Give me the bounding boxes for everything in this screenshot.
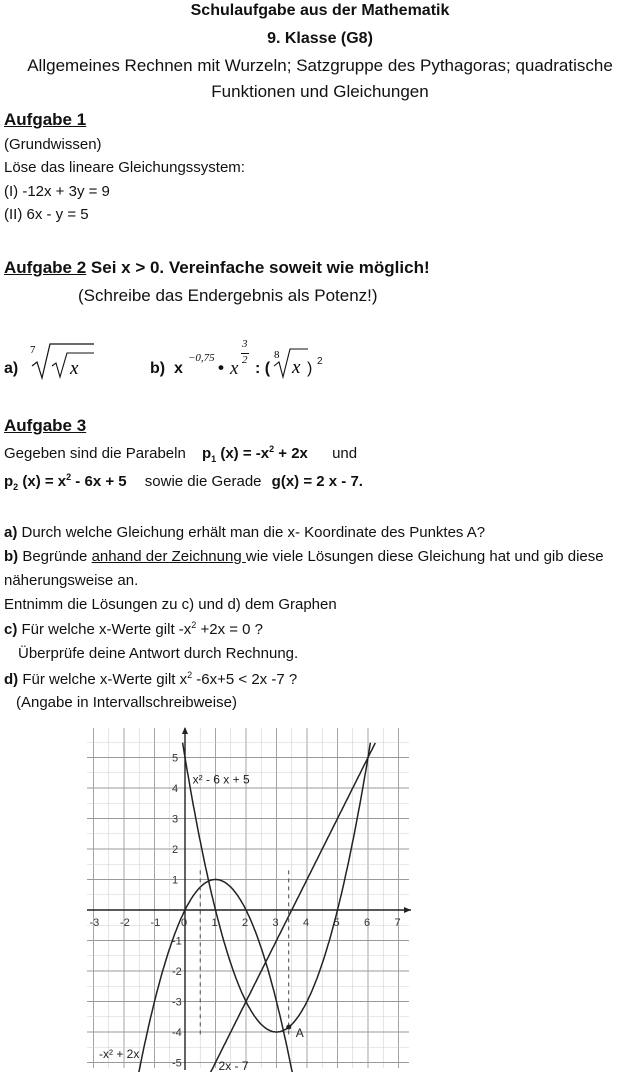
task3-intro-line2 <box>4 472 363 492</box>
task1-eq2: (II) 6x - y = 5 <box>4 206 89 223</box>
topic-line-1: Allgemeines Rechnen mit Wurzeln; Satzgruppe des Pythagoras; quadratische <box>27 56 613 75</box>
task2-a-expression <box>28 340 98 382</box>
graph-tick-labels <box>90 753 401 1070</box>
radicand: x <box>292 357 301 378</box>
task3-heading: Aufgabe 3 <box>4 416 87 435</box>
doc-title: Schulaufgabe aus der Mathematik <box>190 2 450 19</box>
task2-b-root <box>270 342 313 382</box>
label-p1: -x² + 2x <box>99 1046 140 1061</box>
point-a <box>286 1025 291 1030</box>
y-tick-label: 2 <box>172 844 179 856</box>
x-tick-label: -2 <box>120 917 130 929</box>
y-axis-arrow <box>182 727 188 734</box>
p2-definition: $p_2$ $(x) = x^2 - 6x + 5$ <box>4 472 127 492</box>
y-tick-label: 3 <box>172 813 179 826</box>
task3-line-text: sowie die Gerade <box>144 473 262 490</box>
task2-line2: (Schreibe das Endergebnis als Potenz!) <box>78 286 378 305</box>
task2-b-exp3: 2 <box>317 356 323 367</box>
y-tick-label: -1 <box>172 935 182 948</box>
root-index: 7 <box>30 344 36 356</box>
x-tick-label: 2 <box>242 917 249 929</box>
y-tick-label: -5 <box>172 1057 182 1070</box>
task3-question-d-cont: (Angabe in Intervallschreibweise) <box>16 694 237 711</box>
task2-b-var2: x <box>230 358 239 379</box>
y-tick-label: -2 <box>172 966 182 978</box>
task3-question-b: b) Begründe anhand der Zeichnung wie viele Lösungen diese Gleichung hat und gib diese <box>4 548 604 565</box>
label-g: 2x - 7 <box>218 1059 249 1072</box>
task3-intro-text: Gegeben sind die Parabeln <box>4 445 186 462</box>
topic-line-2: Funktionen und Gleichungen <box>211 82 429 101</box>
task3-intro-line1 <box>4 444 357 464</box>
y-tick-label: -4 <box>172 1027 182 1039</box>
task2-b-close: ) <box>307 360 313 377</box>
task2-b-exp2-num: 3 <box>242 338 248 350</box>
x-tick-label: 5 <box>333 917 340 929</box>
x-tick-label: -1 <box>150 917 161 929</box>
task2-b-div: : ( <box>255 360 271 377</box>
task2-heading: Aufgabe 2 <box>4 258 87 277</box>
task1-eq1: (I) -12x + 3y = 9 <box>4 183 110 200</box>
task3-and: und <box>332 445 358 462</box>
task3-question-c: c) Für welche x-Werte gilt $-x^2 +2x = 0$ ? <box>4 620 264 638</box>
y-tick-label: -3 <box>172 996 182 1009</box>
x-tick-label: 7 <box>394 917 401 929</box>
task1-sub: (Grundwissen) <box>4 136 102 153</box>
task2-instruction: Sei x > 0. Vereinfache soweit wie möglich! <box>86 258 430 277</box>
g-definition: g(x) = 2 x - 7. <box>271 473 363 490</box>
x-axis-arrow <box>404 907 411 913</box>
task3-question-a: a) Durch welche Gleichung erhält man die x- Koordinate des Punktes A? <box>4 524 486 541</box>
radicand: x <box>70 358 79 379</box>
label-point-a: A <box>295 1026 304 1041</box>
class-label: 9. Klasse (G8) <box>267 30 373 47</box>
task2-b-exp2-den: 2 <box>242 354 248 366</box>
task1-prompt: Löse das lineare Gleichungssystem: <box>4 159 245 176</box>
label-p2: x² - 6 x + 5 <box>192 772 250 787</box>
x-tick-label: 0 <box>181 917 188 929</box>
x-tick-label: 1 <box>211 917 218 929</box>
y-tick-label: 4 <box>172 783 179 795</box>
y-tick-label: 1 <box>172 874 179 887</box>
x-tick-label: 6 <box>364 917 371 929</box>
task3-question-c-cont: Überprüfe deine Antwort durch Rechnung. <box>18 645 299 662</box>
task2-b-label: b) <box>150 360 166 377</box>
y-tick-label: 5 <box>172 752 179 765</box>
task1-heading: Aufgabe 1 <box>4 110 87 129</box>
root-index: 8 <box>274 349 280 361</box>
x-tick-label: -3 <box>89 917 100 929</box>
task2-line1 <box>4 258 430 278</box>
task2-a-label: a) <box>4 360 19 377</box>
task3-question-b-cont: näherungsweise an. <box>4 572 139 589</box>
x-tick-label: 3 <box>272 917 279 929</box>
function-graph <box>83 724 413 1072</box>
p1-definition: $p_1$ $(x) = -x^2 + 2x$ <box>201 444 308 464</box>
task3-note: Entnimm die Lösungen zu c) und d) dem Graphen <box>4 596 337 613</box>
task2-b-base: x <box>174 360 183 377</box>
task2-b-dot: • <box>218 358 224 377</box>
x-tick-label: 4 <box>303 917 310 929</box>
task2-b-exp1: −0,75 <box>188 352 215 364</box>
task3-question-d: d) Für welche x-Werte gilt $x^2$ -6x+5 < 2x -7 ? <box>4 670 298 688</box>
